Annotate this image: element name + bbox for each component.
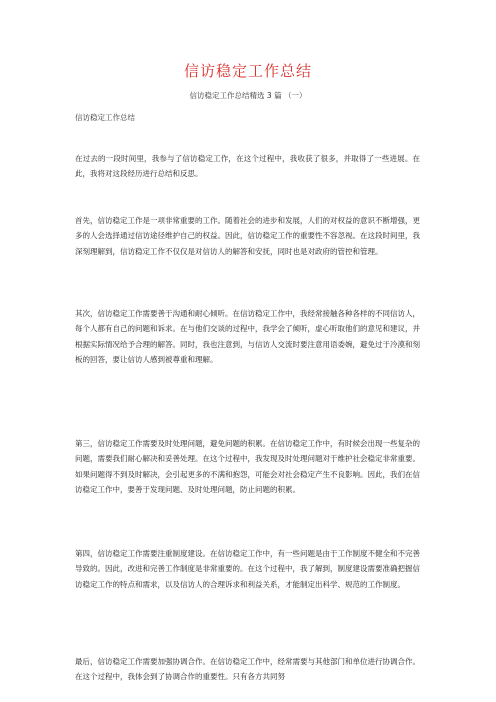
paragraph-fourth: 第四，信访稳定工作需要注重制度建设。在信访稳定工作中，有一些问题是由于工作制度不健全和不完善导致的。因此，改进和完善工作制度是非常重要的。在这个过程中，我了解到，制度建设需要准确把握信访稳定工作的特点和需求，以及信访人的合理诉求和利益关系，才能制定出科学、规范的工作制度。 [75,549,420,589]
paragraph-second: 其次，信访稳定工作需要善于沟通和耐心倾听。在信访稳定工作中，我经常接触各种各样的不同信访人，每个人都有自己的问题和诉求。在与他们交谈的过程中，我学会了倾听，虚心听取他们的意见和建议，并根据实际情况给予合理的解答。同时，我也注意到，与信访人交流时要注意用语委婉，避免过于冷漠和刻板的回答，要让信访人感到被尊重和理解。 [75,309,420,364]
section-label: 信访稳定工作总结 [75,113,135,122]
document-title: 信访稳定工作总结 [183,62,312,80]
paragraph-last: 最后，信访稳定工作需要加强协调合作。在信访稳定工作中，经常需要与其他部门和单位进行协调合作。在这个过程中，我体会到了协调合作的重要性。只有各方共同努 [75,657,420,682]
document-subtitle: 信访稳定工作总结精选 3 篇 （一） [189,91,307,100]
paragraph-first: 首先，信访稳定工作是一项非常重要的工作。随着社会的进步和发展，人们的对权益的意识不断增强，更多的人会选择通过信访途径维护自己的权益。因此，信访稳定工作的重要性不容忽视。在这段时间里，我深刻理解到，信访稳定工作不仅仅是对信访人的解答和安抚，同时也是对政府的管控和管理。 [75,216,420,256]
paragraph-third: 第三，信访稳定工作需要及时处理问题，避免问题的积累。在信访稳定工作中，有时候会出现一些复杂的问题，需要我们耐心解决和妥善处理。在这个过程中，我发现及时处理问题对于维护社会稳定非常重要。如果问题得不到及时解决，会引起更多的不满和抱怨，可能会对社会稳定产生不良影响。因此，我们在信访稳定工作中，要善于发现问题、及时处理问题，防止问题的积累。 [75,439,420,494]
paragraph-intro: 在过去的一段时间里，我参与了信访稳定工作，在这个过程中，我收获了很多，并取得了一些进展。在此，我将对这段经历进行总结和反思。 [75,154,420,179]
